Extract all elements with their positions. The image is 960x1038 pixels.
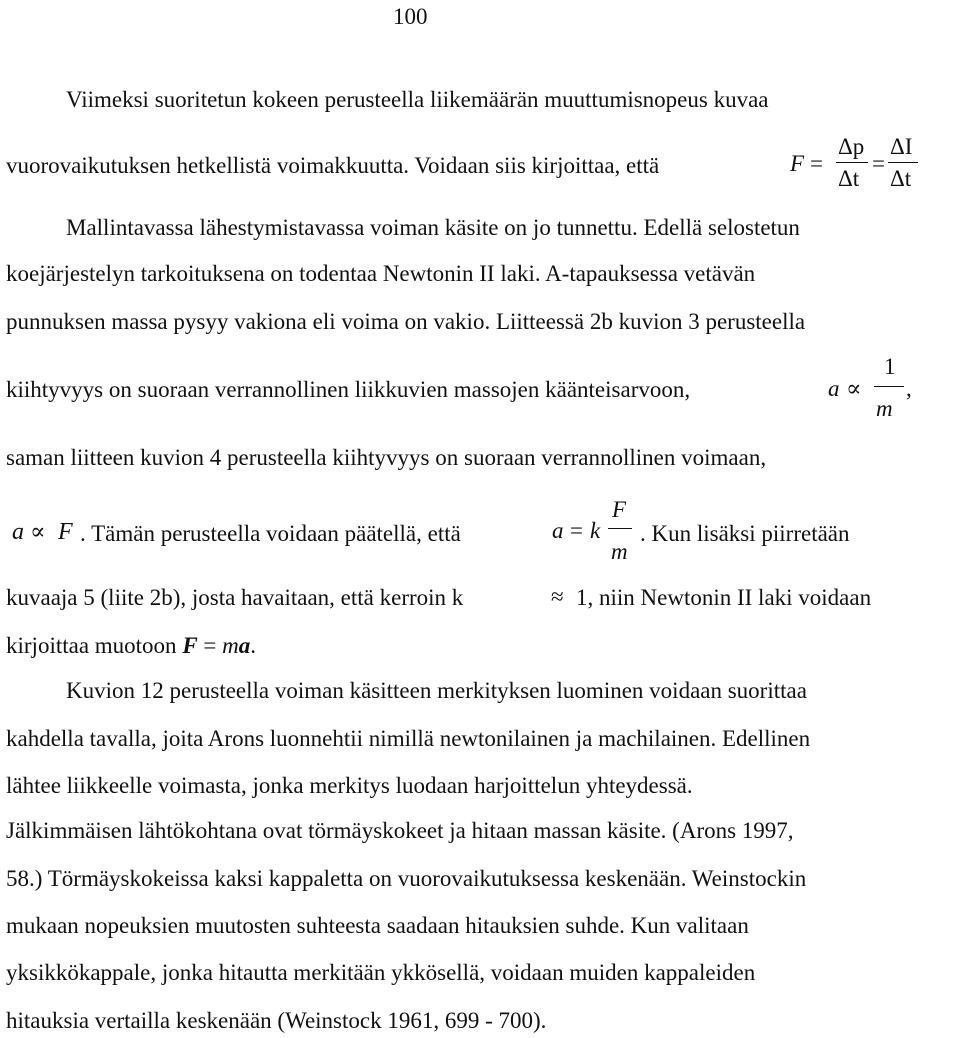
paragraph-line-4: Jälkimmäisen lähtökohtana ovat törmäyskokeet ja hitaan massan käsite. (Arons 1997, (6, 818, 794, 843)
fraction-bar (608, 528, 632, 529)
fraction-bar (836, 162, 868, 163)
text-line-1: Viimeksi suoritetun kokeen perusteella liikemäärän muuttumisnopeus kuvaa (66, 87, 769, 112)
formula-F: F (612, 497, 627, 522)
fraction-bar (874, 386, 904, 387)
formula-equals: = (570, 518, 583, 543)
text-line-2: vuorovaikutuksen hetkellistä voimakkuutta. Voidaan siis kirjoittaa, että (6, 153, 660, 178)
proportional-symbol: ∝ (30, 519, 46, 544)
page-number: 100 (393, 4, 428, 29)
approx-symbol: ≈ (551, 584, 564, 609)
fraction-bar (888, 162, 918, 163)
formula-delta-t: Δt (838, 166, 860, 191)
text-line-8-part-1: . Tämän perusteella voidaan päätellä, että (80, 521, 461, 546)
formula-m: m (876, 396, 893, 421)
formula-delta-t: Δt (890, 166, 912, 191)
text: kirjoittaa muotoon (6, 633, 183, 658)
formula-m: m (611, 539, 628, 564)
formula-delta-I: ΔI (890, 134, 913, 159)
formula-equals: = (872, 151, 885, 176)
text-line-10 (6, 632, 256, 660)
formula-a: a (552, 518, 564, 543)
bold-F: F (182, 633, 198, 658)
period: . (250, 633, 257, 658)
italic-m: m (222, 633, 239, 658)
text-line-4: koejärjestelyn tarkoituksena on todentaa Newtonin II laki. A-tapauksessa vetävän (6, 261, 756, 286)
paragraph-line-5: 58.) Törmäyskokeissa kaksi kappaletta on vuorovaikutuksessa keskenään. Weinstockin (6, 866, 807, 891)
formula-a: a (828, 376, 840, 401)
paragraph-line-2: kahdella tavalla, joita Arons luonnehtii nimillä newtonilainen ja machilainen. Edellinen (6, 726, 811, 751)
text-line-5: punnuksen massa pysyy vakiona eli voima on vakio. Liitteessä 2b kuvion 3 perusteella (6, 309, 806, 334)
paragraph-line-7: yksikkökappale, jonka hitautta merkitään ykkösellä, voidaan muiden kappaleiden (6, 960, 756, 985)
text-line-3: Mallintavassa lähestymistavassa voiman käsite on jo tunnettu. Edellä selostetun (66, 215, 800, 240)
paragraph-line-1: Kuvion 12 perusteella voiman käsitteen merkityksen luominen voidaan suorittaa (66, 678, 807, 703)
paragraph-line-3: lähtee liikkeelle voimasta, jonka merkitys luodaan harjoittelun yhteydessä. (6, 773, 693, 798)
formula-equals: = (810, 151, 823, 176)
proportional-symbol: ∝ (846, 376, 862, 401)
formula-a: a (12, 519, 24, 545)
formula-delta-p: Δp (838, 134, 865, 159)
formula-force-F: F (790, 151, 805, 176)
equals: = (197, 633, 223, 658)
formula-F: F (58, 519, 73, 545)
text-line-6: kiihtyvyys on suoraan verrannollinen liikkuvien massojen käänteisarvoon, (6, 377, 691, 402)
paragraph-line-8: hitauksia vertailla keskenään (Weinstock 1961, 699 - 700). (6, 1008, 547, 1033)
bold-a: a (238, 633, 251, 658)
text-line-9-part-1: kuvaaja 5 (liite 2b), josta havaitaan, että kerroin k (6, 585, 464, 610)
formula-k: k (590, 518, 601, 543)
text-line-8-part-2: . Kun lisäksi piirretään (640, 521, 850, 546)
paragraph-line-6: mukaan nopeuksien muutosten suhteesta saadaan hitauksien suhde. Kun valitaan (6, 913, 749, 938)
formula-comma: , (906, 376, 912, 401)
text-line-9-part-2: 1, niin Newtonin II laki voidaan (576, 585, 872, 610)
formula-one: 1 (884, 354, 896, 379)
text-line-7: saman liitteen kuvion 4 perusteella kiihtyvyys on suoraan verrannollinen voimaan, (6, 445, 767, 470)
